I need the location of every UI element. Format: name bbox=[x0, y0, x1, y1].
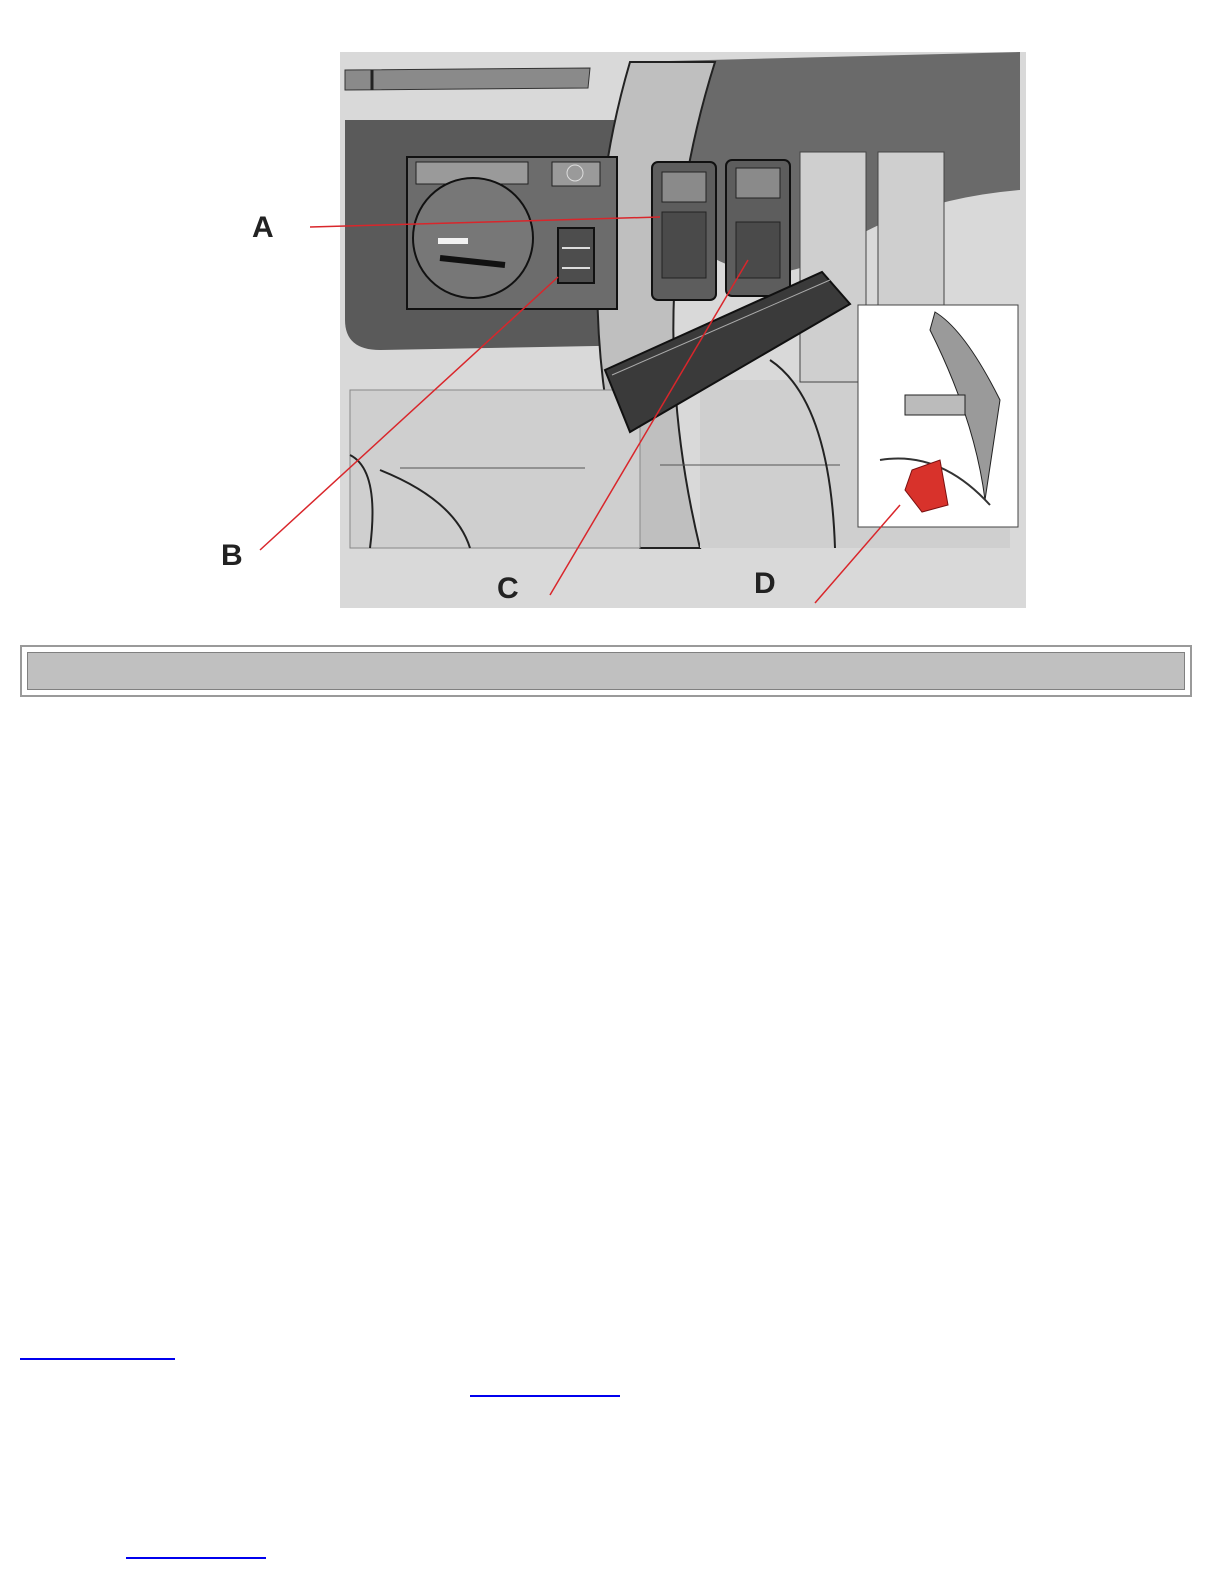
callout-c-label: C bbox=[497, 572, 519, 605]
callout-d-label: D bbox=[754, 567, 776, 600]
callout-b-label: B bbox=[221, 539, 243, 572]
link-top[interactable] bbox=[20, 1358, 175, 1360]
section-title bbox=[27, 652, 1185, 690]
link-bottom[interactable] bbox=[126, 1557, 266, 1559]
dashboard-light-switch-illustration bbox=[0, 0, 1224, 640]
callout-a-label: A bbox=[252, 211, 274, 244]
link-middle[interactable] bbox=[470, 1395, 620, 1397]
section-title-bar bbox=[20, 645, 1192, 697]
